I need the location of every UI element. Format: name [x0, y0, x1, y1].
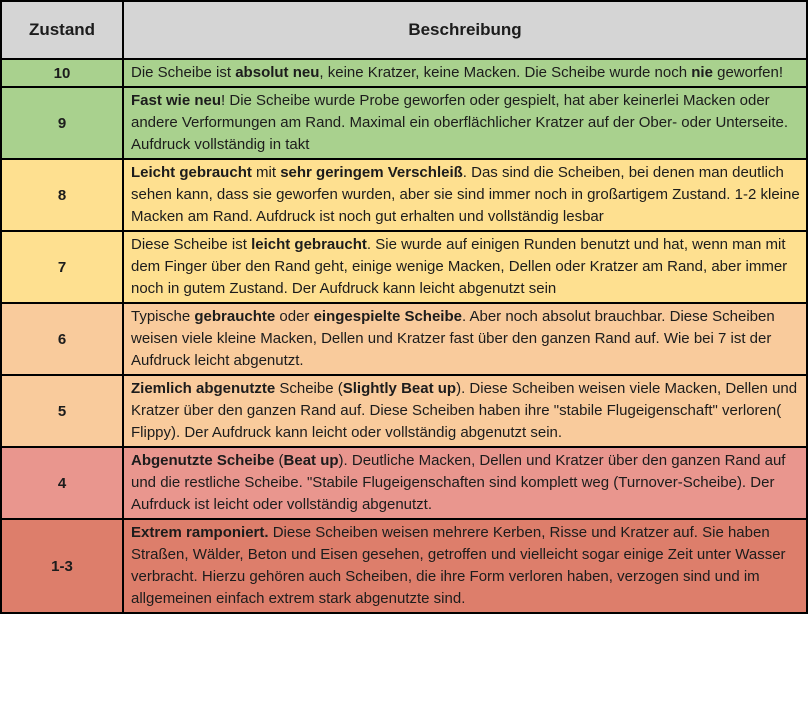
description-bold-segment: Abgenutzte Scheibe: [131, 452, 275, 469]
description-bold-segment: Leicht gebraucht: [131, 164, 252, 181]
description-text-segment: . Aber noch absolut brauchbar. Diese Scheiben weisen viele kleine Macken, Dellen und Kratzer fast über den ganzen Rand auf. Wie bei 7 ist der Aufdruck leicht abgenutzt.: [131, 308, 775, 369]
table-row: [1, 447, 807, 519]
condition-grade: 6: [1, 303, 123, 375]
condition-description: [123, 375, 807, 447]
condition-table-body: [1, 59, 807, 613]
condition-description: [123, 231, 807, 303]
description-bold-segment: Slightly Beat up: [342, 380, 457, 397]
description-text-segment: ). Diese Scheiben weisen viele Macken, Dellen und Kratzer über den ganzen Rand auf. Diese Scheiben haben ihre "stabile Flugeigenschaft" verloren( Flippy). Der Aufdruck kann leicht oder vollständig abgenutzt sein.: [131, 380, 798, 441]
table-row: [1, 59, 807, 87]
condition-description: [123, 59, 807, 87]
description-text-segment: Typische: [131, 308, 195, 325]
table-row: [1, 87, 807, 159]
description-text-segment: , keine Kratzer, keine Macken. Die Scheibe wurde noch: [319, 64, 692, 81]
description-text-segment: geworfen!: [712, 64, 783, 81]
table-row: [1, 231, 807, 303]
table-row: [1, 375, 807, 447]
condition-grade: 1-3: [1, 519, 123, 613]
description-text-segment: Diese Scheiben weisen mehrere Kerben, Risse und Kratzer auf. Sie haben Straßen, Wälder, Beton und Eisen gesehen, getroffen und vielleicht sogar einige Zeit unter Wasser verbracht. Hierzu gehören auch Scheiben, die ihre Form verloren haben, verzogen sind und im allgemeinen einfach extrem stark abgenutzte sind.: [131, 524, 786, 607]
description-text-segment: mit: [251, 164, 281, 181]
table-row: [1, 303, 807, 375]
description-text-segment: . Sie wurde auf einigen Runden benutzt und hat, wenn man mit dem Finger über den Rand geht, einige wenige Macken, Dellen oder Kratzer am Rand, aber immer noch in gutem Zustand. Der Aufdruck kann leicht abgenutzt sein: [131, 236, 788, 297]
header-cell-beschreibung: Beschreibung: [123, 1, 807, 59]
description-bold-segment: Extrem ramponiert.: [131, 524, 269, 541]
description-bold-segment: absolut neu: [235, 64, 320, 81]
description-text-segment: oder: [275, 308, 314, 325]
description-bold-segment: Beat up: [283, 452, 339, 469]
description-text-segment: (: [274, 452, 284, 469]
description-text-segment: Die Scheibe ist: [131, 64, 236, 81]
table-row: [1, 519, 807, 613]
description-bold-segment: eingespielte Scheibe: [313, 308, 462, 325]
header-row: [1, 1, 807, 59]
condition-grade: 9: [1, 87, 123, 159]
condition-description: [123, 159, 807, 231]
description-text-segment: . Das sind die Scheiben, bei denen man deutlich sehen kann, dass sie geworfen wurden, aber sie sind immer noch in großartigem Zustand. 1-2 kleine Macken am Rand. Aufdruck ist noch gut erhalten und vollständig lesbar: [131, 164, 800, 225]
condition-description: [123, 447, 807, 519]
description-text-segment: Scheibe (: [275, 380, 343, 397]
condition-grade: 8: [1, 159, 123, 231]
description-bold-segment: Ziemlich abgenutzte: [131, 380, 276, 397]
condition-table-header: [1, 1, 807, 59]
condition-grade: 4: [1, 447, 123, 519]
condition-grade: 10: [1, 59, 123, 87]
description-bold-segment: Fast wie neu: [131, 92, 222, 109]
description-bold-segment: gebrauchte: [194, 308, 276, 325]
description-text-segment: Diese Scheibe ist: [131, 236, 252, 253]
description-text-segment: ! Die Scheibe wurde Probe geworfen oder gespielt, hat aber keinerlei Macken oder andere Verformungen am Rand. Maximal ein oberflächlicher Kratzer auf der Ober- oder Unterseite. Aufdruck vollständig in takt: [131, 92, 788, 153]
header-cell-zustand: Zustand: [1, 1, 123, 59]
condition-description: [123, 303, 807, 375]
description-bold-segment: sehr geringem Verschleiß: [280, 164, 463, 181]
table-row: [1, 159, 807, 231]
condition-grade: 5: [1, 375, 123, 447]
description-bold-segment: nie: [691, 64, 713, 81]
condition-description: [123, 87, 807, 159]
condition-description: [123, 519, 807, 613]
condition-grade: 7: [1, 231, 123, 303]
description-bold-segment: leicht gebraucht: [251, 236, 367, 253]
description-text-segment: ). Deutliche Macken, Dellen und Kratzer über den ganzen Rand auf und die restliche Scheibe. "Stabile Flugeigenschaften sind komplett weg (Turnover-Scheibe). Der Aufrduck ist leicht oder vollständig abgenutzt.: [131, 452, 786, 513]
